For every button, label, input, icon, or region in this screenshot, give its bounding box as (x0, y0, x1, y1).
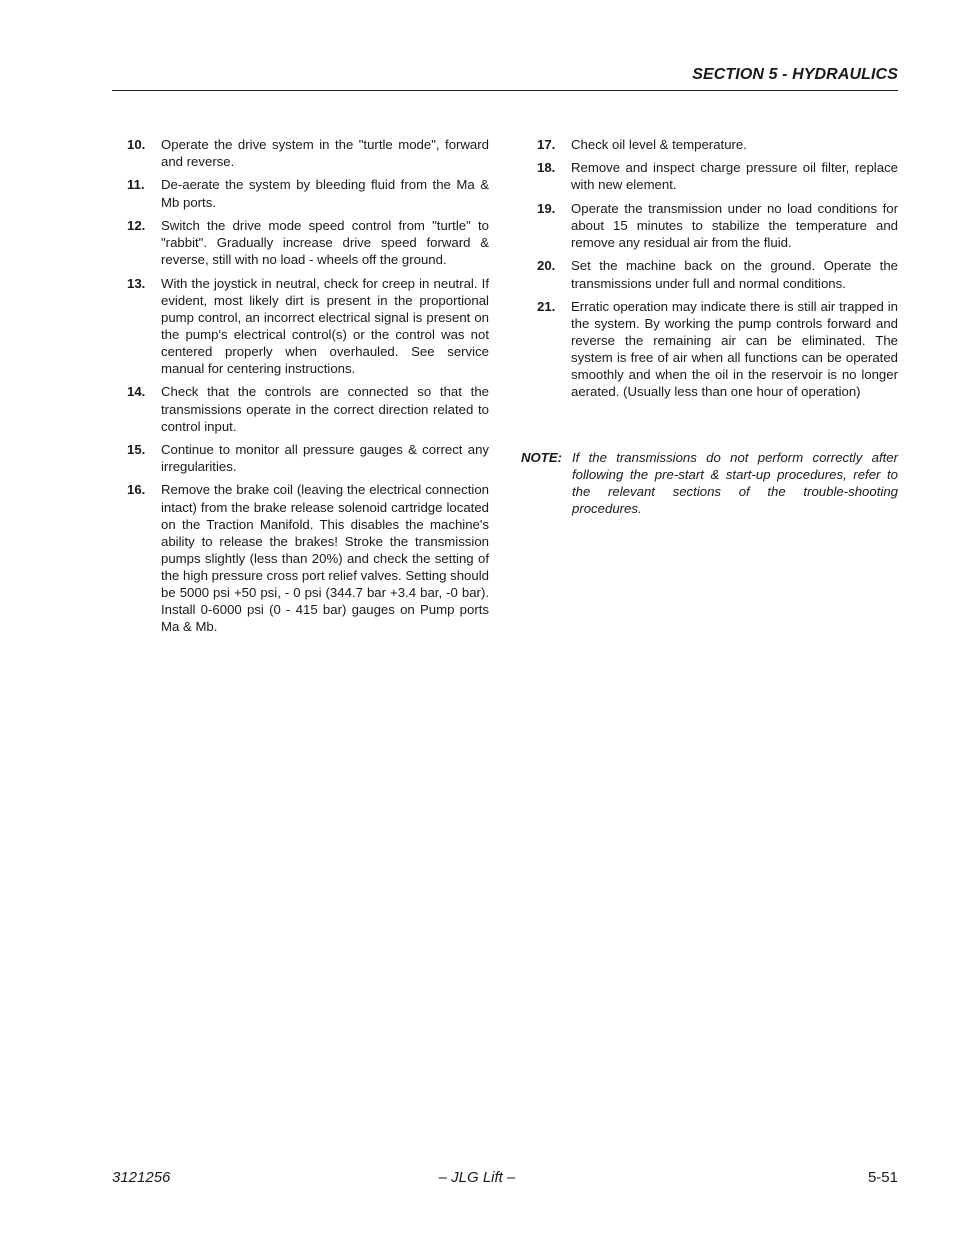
list-item (127, 481, 489, 635)
list-item (127, 383, 489, 434)
step-text: Erratic operation may indicate there is still air trapped in the system. By working the pump controls forward and reverse the remaining air can be eliminated. The system is free of air when all functions can be operated smoothly and when the oil in the reservoir is no longer aerated. (Usually less than one hour of operation) (571, 298, 898, 400)
right-column (537, 136, 898, 407)
list-item (537, 136, 898, 153)
footer-document-number: 3121256 (112, 1169, 171, 1186)
step-text: Set the machine back on the ground. Operate the transmissions under full and normal conditions. (571, 258, 898, 291)
step-number: 20. (537, 258, 556, 274)
list-item (537, 298, 898, 401)
step-number: 13. (127, 275, 146, 291)
list-item (127, 441, 489, 475)
left-column (127, 136, 489, 642)
section-title: SECTION 5 - HYDRAULICS (692, 66, 898, 83)
step-text: De-aerate the system by bleeding fluid from the Ma & Mb ports. (161, 177, 489, 210)
step-number: 14. (127, 384, 146, 400)
step-text: Continue to monitor all pressure gauges & correct any irregularities. (161, 441, 489, 475)
note-label: NOTE: (521, 450, 563, 465)
list-item (127, 217, 489, 268)
list-item (537, 257, 898, 291)
step-number: 18. (537, 160, 556, 176)
step-text: With the joystick in neutral, check for creep in neutral. If evident, most likely dirt is present in the proportional pump control, an incorrect electrical signal is present on the pump's electrical control(s) or the control was not centered properly when overhauled. See service manual for centering instructions. (161, 275, 489, 377)
note-text: If the transmissions do not perform correctly after following the pre-start & start-up procedures, refer to the relevant sections of the trouble-shooting procedures. (572, 450, 898, 517)
step-text: Operate the transmission under no load conditions for about 15 minutes to stabilize the temperature and remove any residual air from the fluid. (571, 200, 898, 251)
step-text: Check oil level & temperature. (571, 137, 747, 152)
step-number: 17. (537, 137, 556, 152)
list-item (127, 136, 489, 170)
list-item (127, 275, 489, 378)
list-item (537, 159, 898, 193)
note-block (521, 449, 898, 517)
step-number: 19. (537, 200, 556, 216)
step-number: 10. (127, 137, 146, 152)
step-text: Switch the drive mode speed control from "turtle" to "rabbit". Gradually increase drive speed forward & reverse, still with no load - wheels off the ground. (161, 217, 489, 268)
step-number: 11. (127, 177, 145, 193)
step-number: 12. (127, 217, 146, 233)
step-number: 21. (537, 298, 556, 314)
footer-page-number: 5-51 (867, 1169, 898, 1186)
list-item (127, 176, 489, 210)
step-text: Operate the drive system in the "turtle mode", forward and reverse. (161, 137, 489, 170)
step-number: 16. (127, 482, 146, 498)
page-header (112, 64, 898, 91)
step-number: 15. (127, 441, 146, 457)
step-text: Check that the controls are connected so that the transmissions operate in the correct direction related to control input. (161, 384, 489, 434)
footer-publisher: – JLG Lift – (438, 1169, 516, 1186)
step-text: Remove the brake coil (leaving the electrical connection intact) from the brake release solenoid cartridge located on the Traction Manifold. This disables the machine's ability to release the brakes! Stroke the transmission pumps slightly (less than 20%) and check the setting of the high pressure cross port relief valves. Setting should be 5000 psi +50 psi, - 0 psi (344.7 bar +3.4 bar, -0 bar). Install 0-6000 psi (0 - 415 bar) gauges on Pump ports Ma & Mb. (161, 482, 489, 635)
step-text: Remove and inspect charge pressure oil filter, replace with new element. (571, 160, 898, 193)
list-item (537, 200, 898, 251)
